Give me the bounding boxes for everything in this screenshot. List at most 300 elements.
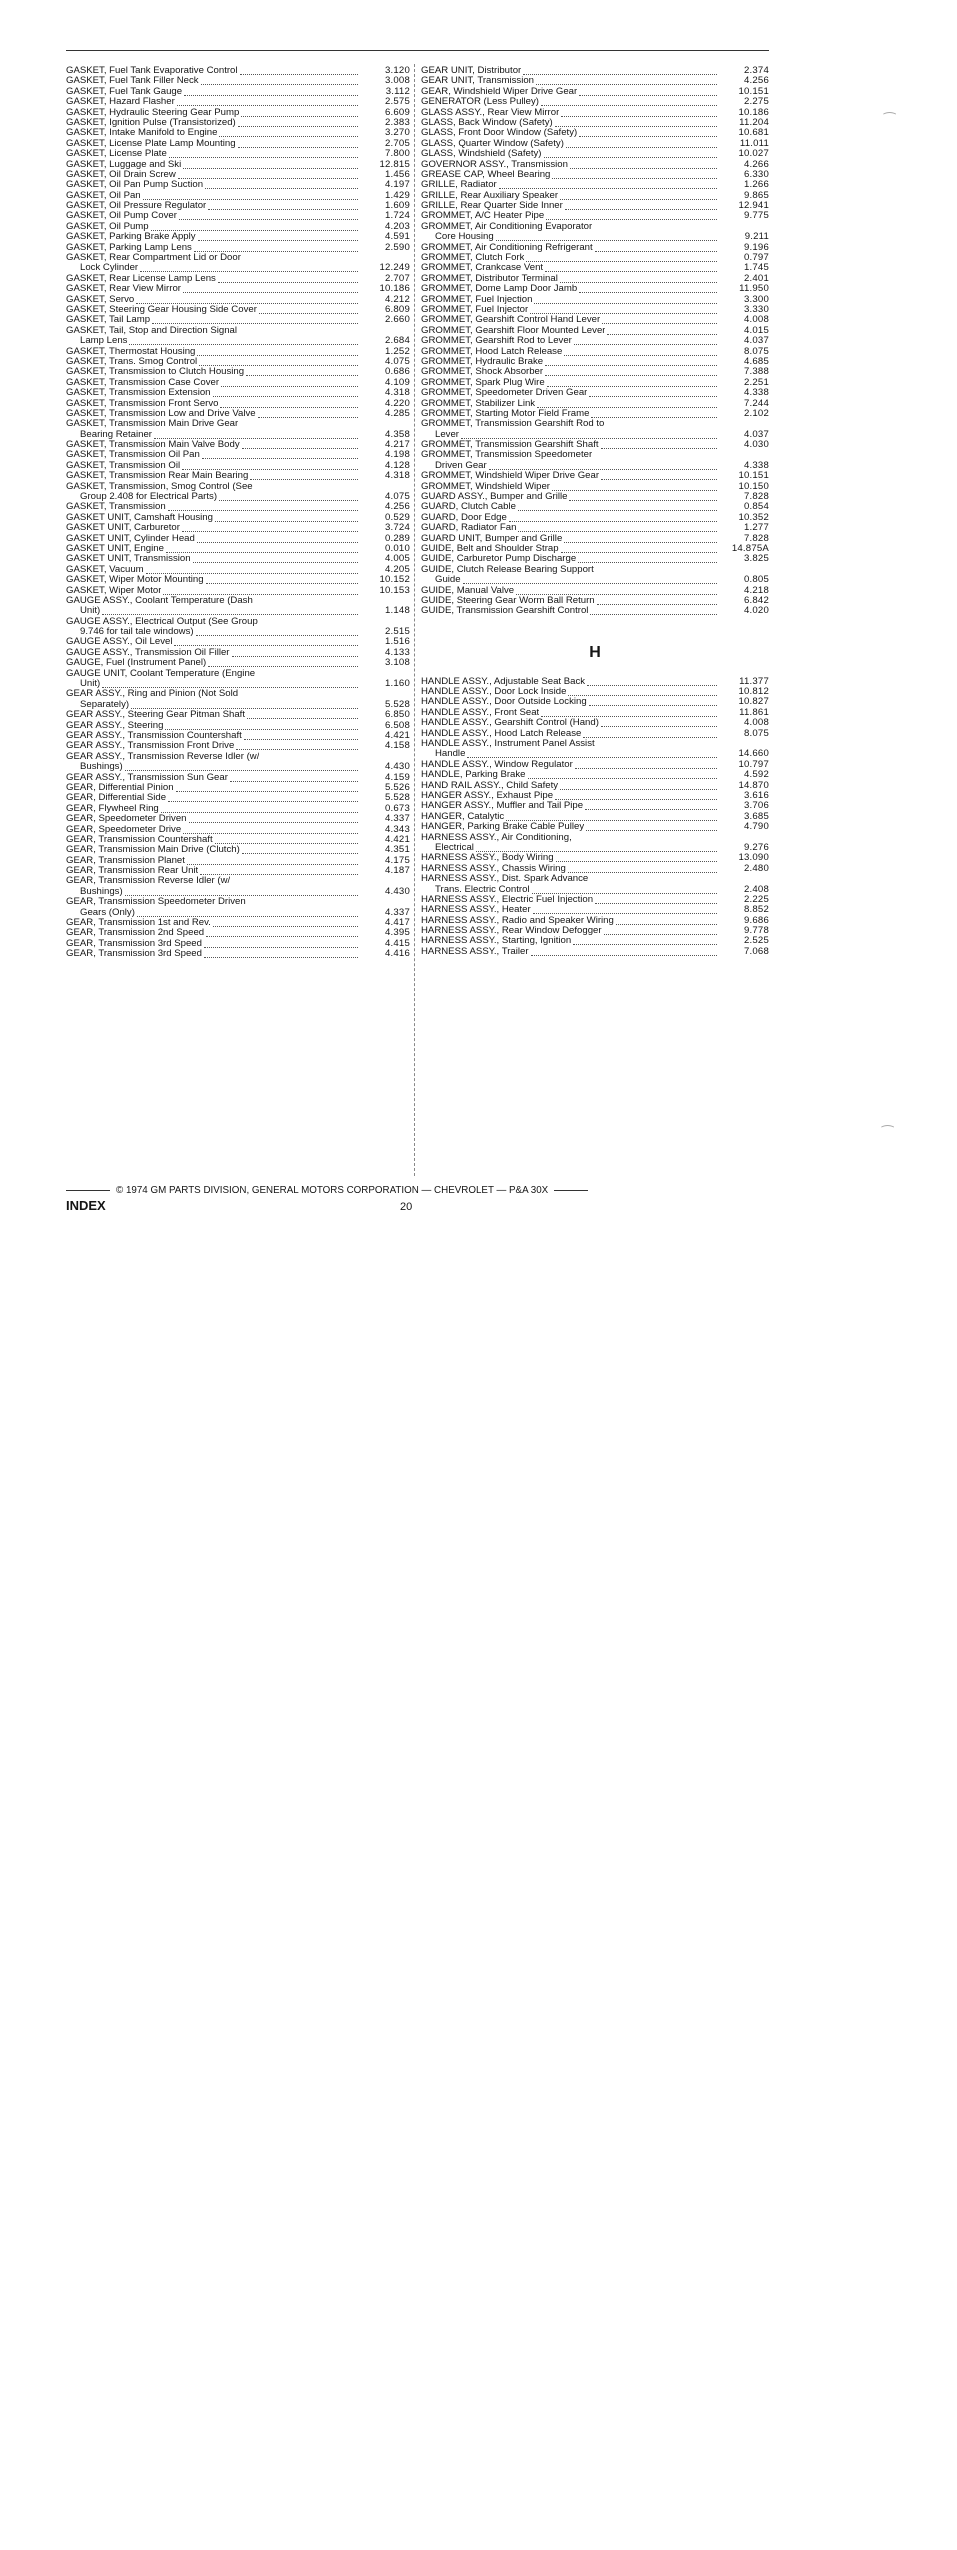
entry-part-name: GASKET, Rear View Mirror [66, 284, 181, 295]
footer-rule-right [554, 1190, 588, 1191]
dot-leader [541, 708, 717, 717]
dot-leader [194, 243, 358, 252]
index-entry [66, 856, 410, 866]
entry-part-name: HAND RAIL ASSY., Child Safety [421, 780, 559, 791]
entry-part-name: GROMMET, Gearshift Rod to Lever [421, 336, 572, 347]
index-entry [421, 916, 769, 926]
entry-part-name: GEAR, Speedometer Drive [66, 824, 182, 835]
entry-group-number: 4.358 [384, 429, 410, 440]
entry-group-number: 4.337 [384, 907, 410, 918]
index-entry [421, 128, 769, 138]
dot-leader [575, 760, 717, 769]
dot-leader [152, 315, 358, 324]
entry-group-number: 1.160 [384, 679, 410, 690]
index-entry [66, 721, 410, 731]
entry-part-name: GASKET, Parking Brake Apply [66, 232, 196, 243]
index-entry [66, 378, 410, 388]
index-entry [66, 565, 410, 575]
index-entry [421, 770, 769, 780]
index-entry [66, 461, 410, 471]
entry-group-number: 1.266 [743, 180, 769, 191]
dot-leader [183, 825, 358, 834]
index-entry [66, 284, 410, 294]
index-entry [66, 243, 410, 253]
entry-group-number: 4.008 [743, 718, 769, 729]
index-entry [421, 419, 769, 429]
dot-leader [560, 274, 717, 283]
entry-group-number: 5.528 [384, 699, 410, 710]
entry-group-number: 10.186 [738, 107, 769, 118]
dot-leader [182, 461, 358, 470]
entry-part-name: GLASS ASSY., Rear View Mirror [421, 107, 560, 118]
entry-part-name: GASKET UNIT, Engine [66, 543, 164, 554]
entry-part-name: HANDLE ASSY., Window Regulator [421, 759, 573, 770]
entry-group-number: 2.275 [743, 97, 769, 108]
index-entry [421, 471, 769, 481]
entry-part-name: GASKET, Ignition Pulse (Transistorized) [66, 117, 236, 128]
index-entry [66, 637, 410, 647]
dot-leader [537, 399, 717, 408]
entry-group-number: 4.790 [743, 822, 769, 833]
dot-leader [248, 897, 358, 905]
dot-leader [489, 461, 717, 470]
index-entry [421, 191, 769, 201]
index-entry [421, 87, 769, 97]
index-entry [421, 874, 769, 884]
entry-part-name: Unit) [80, 606, 101, 617]
index-entry [421, 534, 769, 544]
dot-leader [595, 895, 717, 904]
entry-group-number: 2.383 [384, 117, 410, 128]
dot-leader [184, 87, 358, 96]
dot-leader [230, 773, 358, 782]
index-entry [66, 482, 410, 492]
dot-leader [161, 804, 358, 813]
entry-part-name: GEAR ASSY., Ring and Pinion (Not Sold [66, 689, 239, 700]
entry-part-name: GROMMET, Gearshift Floor Mounted Lever [421, 325, 606, 336]
entry-group-number: 10.027 [738, 149, 769, 160]
dot-leader [607, 326, 717, 335]
dot-leader [187, 856, 358, 865]
dot-leader [243, 253, 358, 261]
index-entry [421, 430, 769, 440]
index-entry [66, 544, 410, 554]
dot-leader [238, 118, 358, 127]
entry-part-name: GEAR, Transmission Speedometer Driven [66, 897, 246, 908]
entry-group-number: 4.197 [384, 180, 410, 191]
entry-group-number: 2.515 [384, 627, 410, 638]
top-rule [66, 50, 769, 51]
index-entry [66, 211, 410, 221]
index-entry [421, 596, 769, 606]
dot-leader [606, 419, 717, 427]
entry-part-name: GEAR ASSY., Transmission Front Drive [66, 741, 235, 752]
dot-leader [102, 606, 358, 615]
dot-leader [564, 347, 717, 356]
entry-group-number: 4.217 [384, 440, 410, 451]
dot-leader [241, 108, 358, 117]
index-entry [421, 482, 769, 492]
dot-leader [496, 232, 717, 241]
entry-part-name: HARNESS ASSY., Starting, Ignition [421, 936, 572, 947]
entry-group-number: 6.609 [384, 107, 410, 118]
entry-group-number: 9.276 [743, 842, 769, 853]
dot-leader [255, 596, 358, 604]
entry-part-name: Guide [435, 575, 461, 586]
index-entry [66, 191, 410, 201]
index-entry [66, 419, 410, 429]
footer-rule-left [66, 1190, 110, 1191]
entry-group-number: 10.352 [738, 512, 769, 523]
entry-part-name: Bushings) [80, 762, 123, 773]
index-entry [66, 440, 410, 450]
entry-group-number: 4.318 [384, 471, 410, 482]
entry-group-number: 4.075 [384, 356, 410, 367]
entry-group-number: 2.660 [384, 315, 410, 326]
entry-group-number: 6.508 [384, 720, 410, 731]
entry-part-name: GASKET, Oil Pan [66, 190, 141, 201]
entry-group-number: 4.212 [384, 294, 410, 305]
dot-leader [476, 843, 717, 852]
index-entry [421, 108, 769, 118]
dot-leader [215, 835, 358, 844]
entry-group-number: 13.090 [738, 853, 769, 864]
index-entry [66, 66, 410, 76]
entry-part-name: GASKET, Parking Lamp Lens [66, 242, 192, 253]
entry-group-number: 1.609 [384, 201, 410, 212]
entry-part-name: GASKET, Transmission Oil [66, 460, 181, 471]
entry-part-name: Bushings) [80, 886, 123, 897]
index-entry [66, 669, 410, 679]
entry-part-name: Core Housing [435, 232, 494, 243]
dot-leader [545, 357, 717, 366]
dot-leader [174, 637, 358, 646]
entry-group-number: 4.187 [384, 866, 410, 877]
entry-group-number: 3.724 [384, 523, 410, 534]
index-entry [421, 812, 769, 822]
dot-leader [183, 160, 358, 169]
entry-part-name: GAUGE UNIT, Coolant Temperature (Engine [66, 668, 256, 679]
entry-part-name: GASKET, Luggage and Ski [66, 159, 182, 170]
entry-group-number: 12.815 [379, 159, 410, 170]
index-entry [66, 554, 410, 564]
index-entry [421, 76, 769, 86]
index-entry [421, 388, 769, 398]
entry-group-number: 9.686 [743, 915, 769, 926]
index-entry [66, 835, 410, 845]
entry-part-name: GEAR, Transmission Rear Unit [66, 866, 199, 877]
entry-group-number: 2.401 [743, 273, 769, 284]
entry-group-number: 11.950 [739, 284, 769, 295]
entry-part-name: GEAR UNIT, Transmission [421, 76, 535, 87]
entry-part-name: Lever [435, 429, 459, 440]
entry-part-name: GROMMET, Speedometer Driven Gear [421, 388, 588, 399]
index-entry [421, 97, 769, 107]
dot-leader [257, 669, 358, 677]
index-entry [421, 222, 769, 232]
entry-group-number: 6.330 [743, 169, 769, 180]
entry-part-name: GUIDE, Manual Valve [421, 585, 515, 596]
entry-part-name: HARNESS ASSY., Chassis Wiring [421, 863, 566, 874]
dot-leader [166, 544, 358, 553]
dot-leader [179, 211, 358, 220]
entry-part-name: GROMMET, Transmission Speedometer [421, 450, 593, 461]
entry-part-name: Separately) [80, 699, 130, 710]
entry-part-name: GUARD, Door Edge [421, 512, 507, 523]
index-entry [421, 502, 769, 512]
entry-group-number: 4.205 [384, 564, 410, 575]
index-entry [66, 399, 410, 409]
entry-part-name: GUIDE, Clutch Release Bearing Support [421, 564, 594, 575]
index-entry [421, 718, 769, 728]
h-section-entries [421, 677, 769, 958]
entry-group-number: 4.203 [384, 221, 410, 232]
entry-part-name: GROMMET, Windshield Wiper [421, 481, 551, 492]
index-entry [66, 357, 410, 367]
left-index-column [66, 66, 410, 960]
entry-group-number: 4.343 [384, 824, 410, 835]
entry-group-number: 1.148 [384, 606, 410, 617]
index-entry [66, 253, 410, 263]
entry-group-number: 10.797 [738, 759, 769, 770]
entry-part-name: GEAR, Transmission 2nd Speed [66, 928, 205, 939]
index-entry [66, 87, 410, 97]
entry-part-name: GASKET, Transmission [66, 502, 166, 513]
index-entry [66, 689, 410, 699]
entry-group-number: 1.429 [384, 190, 410, 201]
entry-part-name: GREASE CAP, Wheel Bearing [421, 169, 551, 180]
entry-part-name: GASKET, Transmission Case Cover [66, 377, 220, 388]
entry-part-name: GASKET, Transmission Oil Pan [66, 450, 200, 461]
index-entry [421, 492, 769, 502]
dot-leader [589, 697, 717, 706]
dot-leader [220, 399, 358, 408]
index-entry [66, 295, 410, 305]
entry-group-number: 10.681 [738, 128, 769, 139]
index-entry [421, 149, 769, 159]
entry-part-name: Bearing Retainer [80, 429, 152, 440]
entry-group-number: 3.685 [743, 811, 769, 822]
dot-leader [568, 864, 717, 873]
dot-leader [232, 648, 359, 657]
entry-group-number: 4.158 [384, 741, 410, 752]
dot-leader [526, 253, 717, 262]
dot-leader [594, 222, 717, 230]
dot-leader [165, 721, 358, 730]
entry-part-name: GASKET, Steering Gear Housing Side Cover [66, 304, 257, 315]
dot-leader [546, 211, 717, 220]
entry-group-number: 6.809 [384, 304, 410, 315]
entry-group-number: 6.850 [384, 710, 410, 721]
dot-leader [196, 627, 358, 636]
entry-part-name: Lock Cylinder [80, 263, 139, 274]
dot-leader [595, 243, 717, 252]
dot-leader [566, 139, 717, 148]
index-entry [66, 596, 410, 606]
dot-leader [616, 916, 717, 925]
dot-leader [506, 812, 717, 821]
footer-copyright-line [66, 1185, 769, 1196]
index-entry [421, 606, 769, 616]
index-entry [421, 357, 769, 367]
index-entry [421, 843, 769, 853]
dot-leader [255, 482, 358, 490]
entry-part-name: GEAR, Windshield Wiper Drive Gear [421, 86, 578, 97]
index-entry [421, 513, 769, 523]
index-entry [421, 565, 769, 575]
entry-part-name: HARNESS ASSY., Heater [421, 905, 531, 916]
entry-group-number: 2.225 [743, 894, 769, 905]
entry-group-number: 4.109 [384, 377, 410, 388]
entry-group-number: 0.289 [384, 533, 410, 544]
entry-group-number: 0.805 [743, 575, 769, 586]
entry-part-name: Driven Gear [435, 460, 487, 471]
index-entry [421, 708, 769, 718]
entry-group-number: 2.102 [743, 408, 769, 419]
index-entry [66, 534, 410, 544]
entry-group-number: 4.037 [743, 429, 769, 440]
entry-group-number: 10.153 [379, 585, 410, 596]
index-entry [421, 729, 769, 739]
dot-leader [579, 87, 717, 96]
entry-group-number: 4.030 [743, 440, 769, 451]
entry-group-number: 14.660 [738, 749, 769, 760]
entry-group-number: 4.037 [743, 336, 769, 347]
entry-group-number: 9.775 [743, 211, 769, 222]
entry-group-number: 14.870 [738, 780, 769, 791]
dot-leader [125, 887, 358, 896]
index-entry [421, 936, 769, 946]
index-entry [421, 586, 769, 596]
entry-part-name: GROMMET, Fuel Injector [421, 304, 529, 315]
index-entry [66, 492, 410, 502]
entry-group-number: 8.075 [743, 346, 769, 357]
entry-part-name: GRILLE, Radiator [421, 180, 497, 191]
dot-leader [463, 575, 717, 584]
dot-leader [569, 492, 717, 501]
entry-part-name: GROMMET, Crankcase Vent [421, 263, 544, 274]
index-entry [66, 336, 410, 346]
index-entry [421, 409, 769, 419]
entry-part-name: GLASS, Back Window (Safety) [421, 117, 553, 128]
dot-leader [239, 326, 358, 334]
dot-leader [574, 833, 717, 841]
index-entry [66, 731, 410, 741]
index-entry [66, 409, 410, 419]
entry-part-name: Group 2.408 for Electrical Parts) [80, 492, 218, 503]
entry-group-number: 3.270 [384, 128, 410, 139]
index-entry [421, 749, 769, 759]
entry-group-number: 3.112 [385, 86, 410, 97]
index-entry [66, 710, 410, 720]
dot-leader [168, 502, 358, 511]
index-entry [421, 450, 769, 460]
entry-group-number: 10.812 [738, 687, 769, 698]
entry-group-number: 2.705 [384, 138, 410, 149]
index-entry [421, 367, 769, 377]
dot-leader [208, 658, 358, 667]
entry-part-name: GROMMET, Gearshift Control Hand Lever [421, 315, 601, 326]
entry-part-name: GASKET, Oil Pump Cover [66, 211, 177, 222]
entry-part-name: GEAR ASSY., Steering Gear Pitman Shaft [66, 710, 245, 721]
index-entry [421, 315, 769, 325]
index-entry [421, 118, 769, 128]
dot-leader [602, 315, 717, 324]
entry-group-number: 0.010 [384, 543, 410, 554]
index-entry [66, 648, 410, 658]
entry-part-name: HARNESS ASSY., Body Wiring [421, 853, 554, 864]
entry-part-name: HARNESS ASSY., Air Conditioning, [421, 832, 572, 843]
index-entry [66, 586, 410, 596]
dot-leader [146, 565, 358, 574]
dot-leader [189, 814, 358, 823]
dot-leader [183, 284, 358, 293]
index-entry [421, 243, 769, 253]
dot-leader [176, 783, 358, 792]
index-entry [421, 263, 769, 273]
index-entry [421, 885, 769, 895]
entry-group-number: 4.175 [384, 855, 410, 866]
entry-part-name: GASKET, Rear License Lamp Lens [66, 273, 216, 284]
entry-part-name: GUARD ASSY., Bumper and Grille [421, 492, 568, 503]
entry-group-number: 0.797 [743, 253, 769, 264]
index-entry [66, 523, 410, 533]
entry-part-name: GEAR, Speedometer Driven [66, 814, 187, 825]
index-entry [421, 554, 769, 564]
entry-group-number: 2.707 [384, 273, 410, 284]
dot-leader [244, 731, 358, 740]
dot-leader [583, 729, 717, 738]
dot-leader [590, 606, 717, 615]
entry-part-name: GASKET, Transmission Main Valve Body [66, 440, 240, 451]
entry-group-number: 3.300 [743, 294, 769, 305]
right-index-column [421, 66, 769, 957]
index-entry [66, 949, 410, 959]
entry-part-name: GROMMET, Distributor Terminal [421, 273, 558, 284]
dot-leader [568, 687, 717, 696]
entry-part-name: GEAR, Transmission 3rd Speed [66, 949, 202, 960]
dot-leader [197, 347, 358, 356]
entry-part-name: GUIDE, Transmission Gearshift Control [421, 606, 589, 617]
entry-group-number: 12.249 [379, 263, 410, 274]
entry-group-number: 7.068 [743, 946, 769, 957]
entry-part-name: GRILLE, Rear Auxiliary Speaker [421, 190, 559, 201]
dot-leader [182, 523, 358, 532]
dot-leader [574, 336, 717, 345]
entry-group-number: 11.861 [739, 707, 769, 718]
dot-leader [163, 586, 358, 595]
index-entry [66, 762, 410, 772]
dot-leader [534, 295, 717, 304]
entry-part-name: GASKET, Transmission Extension [66, 388, 211, 399]
entry-part-name: Lamp Lens [80, 336, 128, 347]
index-entry [66, 502, 410, 512]
entry-group-number: 3.108 [384, 658, 410, 669]
margin-mark: ⁀ [884, 112, 896, 128]
index-entry [66, 887, 410, 897]
dot-leader [218, 274, 358, 283]
entry-part-name: HANDLE ASSY., Hood Latch Release [421, 728, 582, 739]
entry-part-name: GASKET, Rear Compartment Lid or Door [66, 253, 241, 264]
entry-group-number: 4.338 [743, 460, 769, 471]
dot-leader [258, 409, 358, 418]
dot-leader [129, 336, 358, 345]
entry-group-number: 4.159 [384, 772, 410, 783]
entry-group-number: 4.351 [384, 845, 410, 856]
index-entry [66, 222, 410, 232]
entry-part-name: GASKET, Oil Pan Pump Suction [66, 180, 204, 191]
entry-group-number: 7.828 [743, 533, 769, 544]
